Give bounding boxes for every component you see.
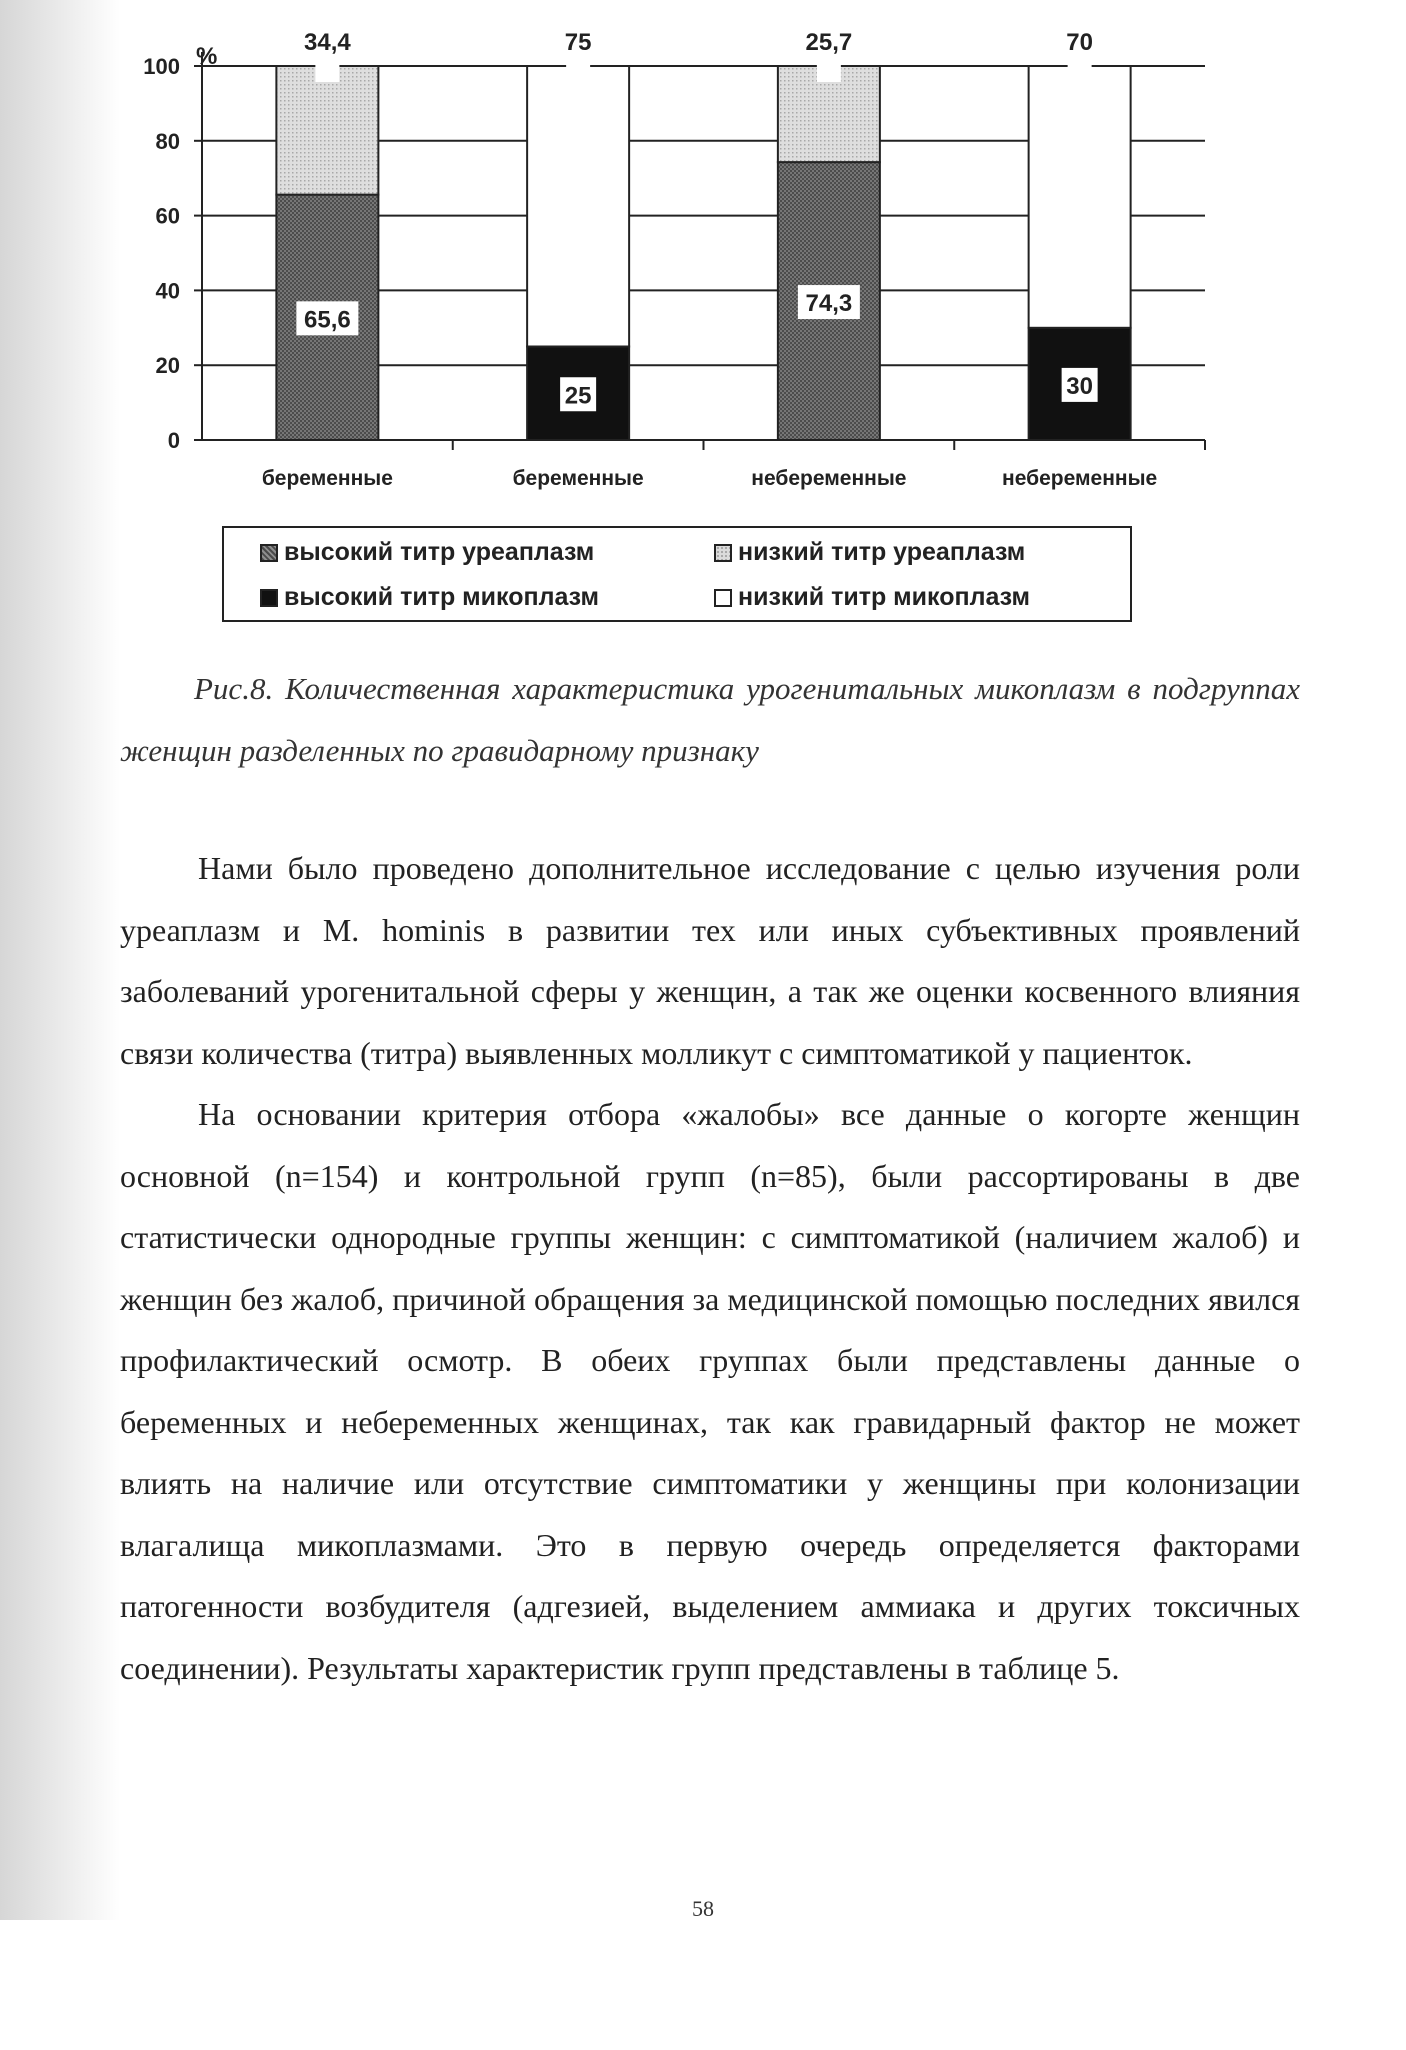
y-tick-label: 60: [155, 203, 180, 229]
legend-swatch-dots: [714, 544, 732, 562]
chart-legend: [222, 526, 1132, 622]
label-notch: [315, 64, 339, 82]
category-label: беременные: [512, 467, 644, 490]
category-label: беременные: [261, 467, 393, 490]
legend-label: высокий титр уреаплазм: [284, 538, 595, 566]
legend-swatch-white: [714, 589, 732, 607]
legend-swatch-black: [260, 589, 278, 607]
data-label: 74,3: [805, 290, 853, 318]
data-labels: [296, 29, 1097, 411]
legend-label: низкий титр микоплазм: [738, 583, 1030, 611]
paragraph: Нами было проведено дополнительное исследование с целью изучения роли уреаплазм и M. hominis в развитии тех или иных субъективных проявлений заболеваний урогенитальной сферы у женщин, а так же оценки косвенного влияния связи количества (титра) выявленных молликут с симптоматикой у пациенток.: [120, 850, 1300, 1071]
body-text: [120, 838, 1300, 1699]
bar-segment: [527, 66, 629, 347]
y-unit-label: %: [196, 43, 218, 70]
legend-item-low-mycoplasma: [714, 583, 1030, 612]
data-label: 34,4: [304, 29, 351, 56]
bar-segment: [1029, 66, 1131, 328]
legend-item-high-mycoplasma: [260, 583, 599, 612]
legend-item-low-ureaplasma: [714, 538, 1025, 567]
data-label: 65,6: [304, 306, 351, 334]
legend-item-high-ureaplasma: [260, 538, 594, 567]
data-label: 25,7: [805, 29, 853, 56]
bar-segment: [276, 66, 378, 195]
data-label: 25: [564, 382, 592, 410]
y-tick-label: 20: [155, 353, 180, 379]
y-tick-label: 0: [167, 428, 180, 453]
label-notch: [817, 64, 841, 82]
data-label: 30: [1066, 372, 1093, 400]
category-label: небеременные: [751, 467, 907, 490]
page-number: 58: [692, 1896, 714, 1921]
stacked-bar-chart: [0, 0, 1406, 500]
figure-caption: Рис.8. Количественная характеристика урогенитальных микоплазм в подгруппах женщин разделенных по гравидарному признаку: [120, 671, 1300, 768]
y-tick-label: 40: [155, 278, 180, 304]
legend-label: высокий титр микоплазм: [284, 583, 599, 611]
bars: [276, 66, 1130, 440]
legend-label: низкий титр уреаплазм: [738, 538, 1026, 566]
paragraph: На основании критерия отбора «жалобы» все данные о когорте женщин основной (n=154) и контрольной групп (n=85), были рассортированы в две статистически однородные группы женщин: с симптоматикой (наличием жалоб) и женщин без жалоб, причиной обращения за медицинской помощью последних явился профилактический осмотр. В обеих группах были представлены данные о беременных и небеременных женщинах, так как гравидарный фактор не может влиять на наличие или отсутствие симптоматики у женщины при колонизации влагалища микоплазмами. Это в первую очередь определяется факторами патогенности возбудителя (адгезией, выделением аммиака и других токсичных соединении). Результаты характеристик групп представлены в таблице 5.: [120, 1096, 1300, 1686]
category-label: небеременные: [1002, 467, 1158, 490]
y-tick-label: 100: [143, 54, 180, 79]
legend-swatch-hatch: [260, 544, 278, 562]
data-label: 75: [564, 29, 592, 56]
label-notch: [566, 64, 590, 82]
data-label: 70: [1066, 29, 1093, 56]
y-tick-label: 80: [155, 128, 180, 154]
label-notch: [1068, 64, 1092, 82]
